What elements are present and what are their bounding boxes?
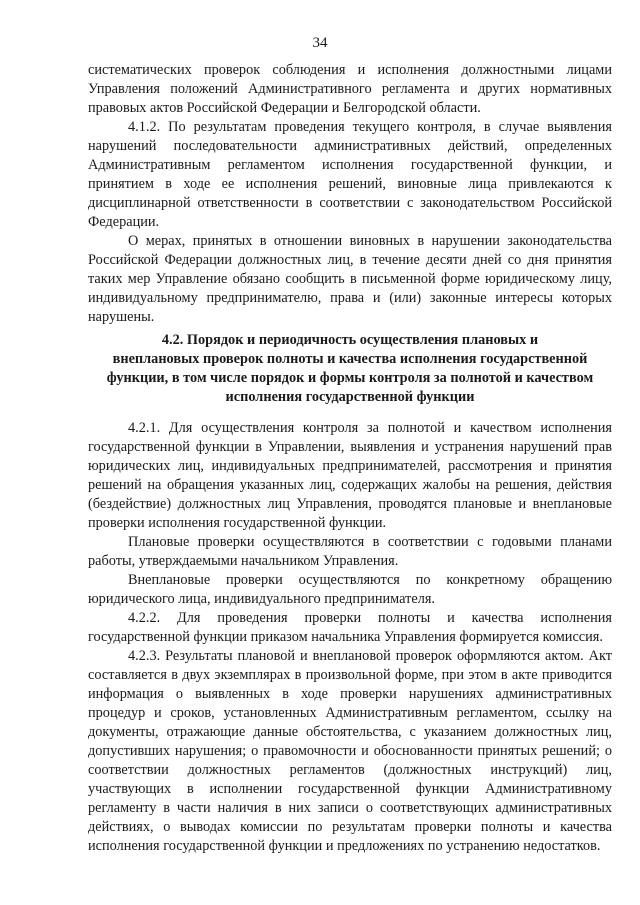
heading-line: внеплановых проверок полноты и качества исполнения государственной bbox=[112, 351, 588, 367]
heading-line: исполнения государственной функции bbox=[225, 389, 475, 405]
paragraph-continuation: систематических проверок соблюдения и исполнения должностными лицами Управления положений Административного регламента и других нормативных правовых актов Российской Федерации и Белгородской области. bbox=[88, 62, 612, 116]
paragraph-4-2-1: 4.2.1. Для осуществления контроля за полнотой и качеством исполнения государственной функции в Управлении, выявления и устранения нарушений прав юридических лиц, индивидуальных предпринимателей, рассмотрения и принятия решений на обращения указанных лиц, содержащих жалобы на решения, действия (бездействие) должностных лиц Управления, проводятся плановые и внеплановые проверки исполнения государственной функции. bbox=[88, 420, 612, 531]
heading-line: 4.2. Порядок и периодичность осуществления плановых и bbox=[161, 332, 539, 348]
paragraph-planned-checks: Плановые проверки осуществляются в соответствии с годовыми планами работы, утверждаемыми начальником Управления. bbox=[88, 534, 612, 569]
paragraph-4-1-2: 4.1.2. По результатам проведения текущего контроля, в случае выявления нарушений последовательности административных действий, определенных Административным регламентом исполнения государственной функции, и принятием в ходе ее исполнения решений, виновные лица привлекаются к дисциплинарной ответственности в соответствии с законодательством Российской Федерации. bbox=[88, 119, 612, 230]
document-body-bottom bbox=[88, 419, 612, 856]
page-number: 34 bbox=[312, 35, 328, 51]
section-heading-4-2 bbox=[88, 331, 612, 407]
paragraph-unplanned-checks: Внеплановые проверки осуществляются по конкретному обращению юридического лица, индивидуального предпринимателя. bbox=[88, 572, 612, 607]
paragraph-4-2-2: 4.2.2. Для проведения проверки полноты и качества исполнения государственной функции приказом начальника Управления формируется комиссия. bbox=[88, 610, 612, 645]
heading-line: функции, в том числе порядок и формы контроля за полнотой и качеством bbox=[106, 370, 594, 386]
document-body-top bbox=[88, 61, 612, 327]
paragraph-measures-notification: О мерах, принятых в отношении виновных в нарушении законодательства Российской Федерации должностных лиц, в течение десяти дней со дня принятия таких мер Управление обязано сообщить в письменной форме юридическому лицу, индивидуальному предпринимателю, права и (или) законные интересы которых нарушены. bbox=[88, 233, 612, 325]
paragraph-4-2-3: 4.2.3. Результаты плановой и внеплановой проверок оформляются актом. Акт составляется в двух экземплярах в произвольной форме, при этом в акте приводится информация о выявленных в ходе проверки нарушениях административных процедур и сроков, установленных Административным регламентом, ссылку на документы, отражающие данные обстоятельства, с указанием должностных лиц, допустивших нарушения; о правомочности и обоснованности принятых решений; о соответствии должностных регламентов (должностных инструкций) лиц, участвующих в исполнении государственной функции Административному регламенту в части наличия в них записи о соответствующих административных действиях, о выводах комиссии по результатам проверки полноты и качества исполнения государственной функции и предложениях по устранению недостатков. bbox=[88, 648, 612, 854]
